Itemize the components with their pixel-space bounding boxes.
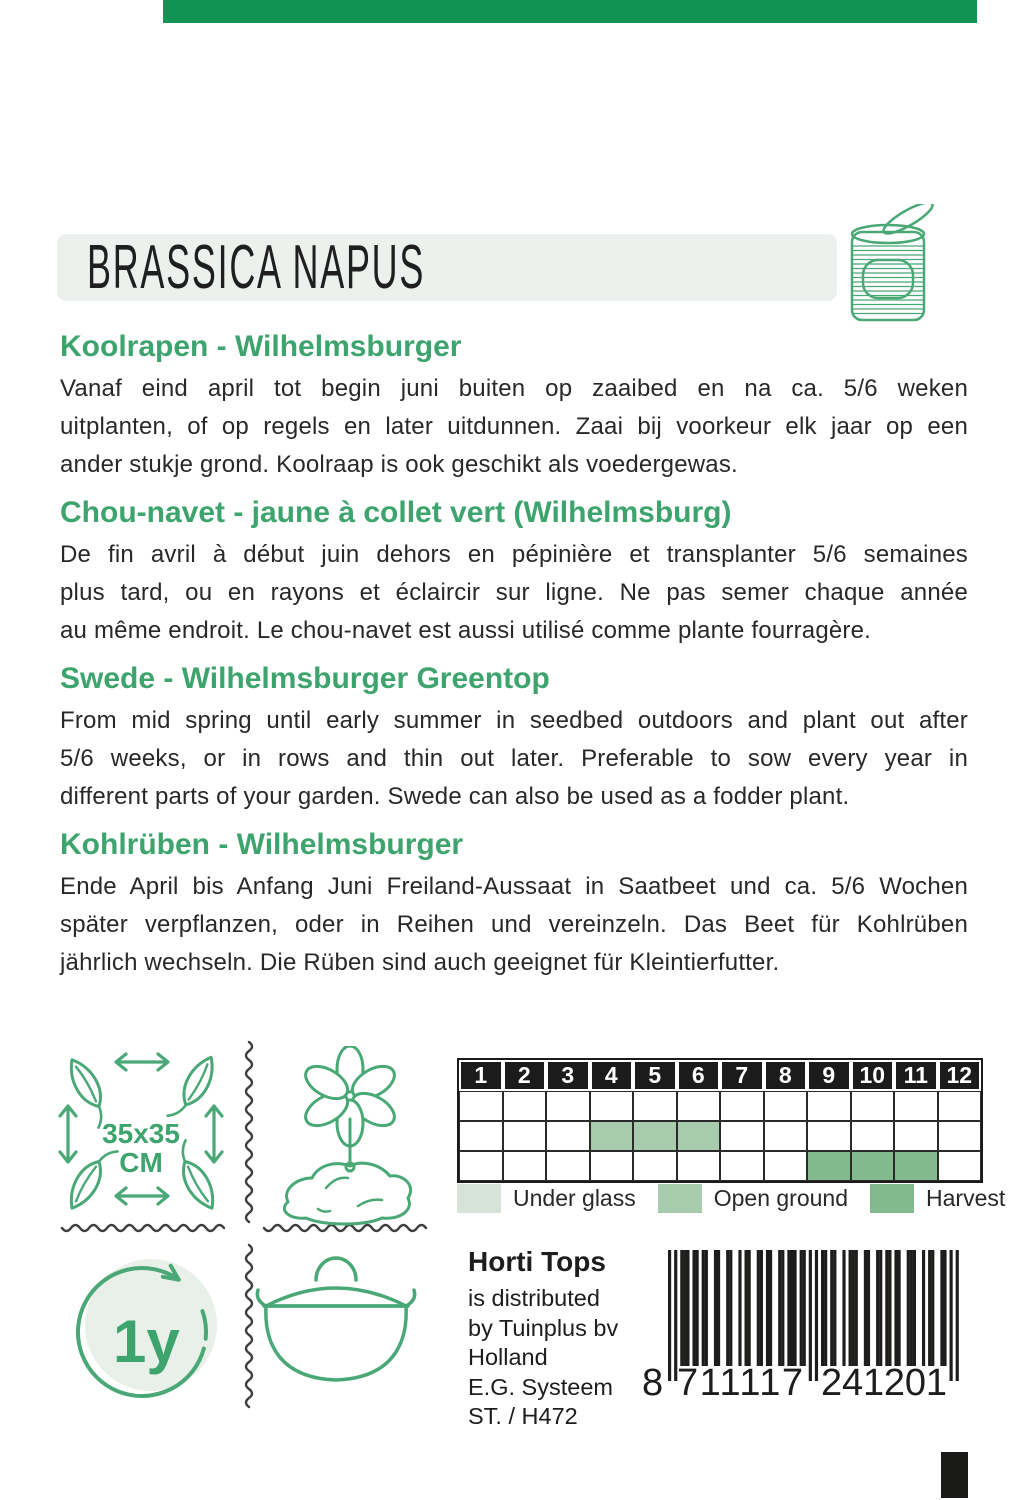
spacing-unit-label: CM [119, 1147, 163, 1178]
calendar-cell-under-glass-m6 [677, 1091, 721, 1121]
body-line: später verpflanzen, oder in Reihen und vereinzeln. Das Beet für Kohlrüben [60, 911, 968, 938]
barcode-bar [760, 1250, 763, 1366]
calendar-cell-under-glass-m7 [720, 1091, 764, 1121]
distributor-line: ST. / H472 [468, 1403, 578, 1429]
body-line: Vanaf eind april tot begin juni buiten op zaaibed en na ca. 5/6 weken [60, 375, 968, 402]
divider-wave-horizontal [60, 1221, 238, 1235]
section-title-fr: Chou-navet - jaune à collet vert (Wilhelmsburg) [60, 496, 732, 529]
body-line: au même endroit. Le chou-navet est aussi utilisé comme plante fourragère. [60, 617, 872, 644]
calendar-cell-open-ground-m2 [503, 1121, 547, 1151]
body-line: uitplanten, of op regels en later uitdunnen. Zaai bij voorkeur elk jaar op een [60, 413, 968, 440]
barcode-digits: 711117 [677, 1362, 803, 1400]
barcode-bar [692, 1250, 695, 1366]
calendar-cell-under-glass-m11 [894, 1091, 938, 1121]
calendar-cell-open-ground-m3 [546, 1121, 590, 1151]
barcode-bar [907, 1250, 910, 1366]
spacing-value-label: 35x35 [102, 1118, 180, 1149]
sowing-calendar [457, 1058, 983, 1183]
barcode-bar [809, 1250, 812, 1381]
barcode-bar [738, 1250, 741, 1366]
body-line: different parts of your garden. Swede can also be used as a fodder plant. [60, 783, 850, 810]
calendar-month-header: 3 [546, 1060, 590, 1091]
calendar-month-header: 5 [633, 1060, 677, 1091]
distributor-line: Holland [468, 1344, 548, 1370]
barcode-bar [849, 1250, 852, 1366]
calendar-cell-under-glass-m9 [807, 1091, 851, 1121]
cooking-pot-icon [252, 1256, 420, 1406]
species-title: BRASSICA NAPUS [87, 233, 426, 302]
barcode-bar [876, 1250, 879, 1366]
calendar-cell-under-glass-m8 [764, 1091, 808, 1121]
calendar-cell-harvest-m10 [851, 1151, 895, 1181]
barcode-bar [885, 1250, 888, 1366]
lifecycle-label: 1y [113, 1308, 180, 1375]
calendar-cell-under-glass-m12 [938, 1091, 982, 1121]
barcode-bar [922, 1250, 925, 1366]
barcode-bar [931, 1250, 934, 1366]
distributor-line: by Tuinplus bv [468, 1314, 619, 1341]
barcode-bar [894, 1250, 897, 1366]
section-title-de: Kohlrüben - Wilhelmsburger [60, 828, 464, 861]
barcode-bar [830, 1250, 833, 1366]
barcode-bar [680, 1250, 683, 1366]
barcode-bar [910, 1250, 913, 1366]
calendar-cell-harvest-m2 [503, 1151, 547, 1181]
barcode-bar [790, 1250, 793, 1366]
body-line: Ende April bis Anfang Juni Freiland-Aussaat in Saatbeet und ca. 5/6 Wochen [60, 873, 968, 900]
barcode-bar [879, 1250, 882, 1366]
barcode-digits: 241201 [821, 1362, 947, 1400]
barcode-bar [726, 1250, 729, 1366]
calendar-cell-harvest-m8 [764, 1151, 808, 1181]
barcode-bar [943, 1250, 946, 1366]
calendar-cell-open-ground-m6 [677, 1121, 721, 1151]
barcode-bar [705, 1250, 708, 1366]
barcode-bar [781, 1250, 784, 1366]
barcode-bar [940, 1250, 943, 1366]
section-title-nl: Koolrapen - Wilhelmsburger [60, 330, 462, 363]
barcode-bar [787, 1250, 790, 1366]
calendar-grid [457, 1058, 983, 1183]
calendar-month-header: 10 [851, 1060, 895, 1091]
barcode-bar [778, 1250, 781, 1366]
barcode-bar [803, 1250, 806, 1366]
body-line: ander stukje grond. Koolraap is ook geschikt als voedergewas. [60, 451, 738, 478]
calendar-legend [457, 1184, 1027, 1213]
calendar-cell-open-ground-m5 [633, 1121, 677, 1151]
barcode-bar [714, 1250, 717, 1366]
calendar-cell-open-ground-m1 [459, 1121, 503, 1151]
calendar-month-header: 7 [720, 1060, 764, 1091]
body-line: jährlich wechseln. Die Rüben sind auch geeignet für Kleintierfutter. [60, 949, 780, 976]
ean13-barcode [640, 1248, 970, 1400]
section-dutch [60, 330, 968, 484]
seed-can-icon [836, 204, 940, 330]
open-ground-swatch [658, 1184, 702, 1213]
calendar-cell-harvest-m11 [894, 1151, 938, 1181]
barcode-bar [898, 1250, 901, 1366]
barcode-bar [769, 1250, 772, 1366]
calendar-cell-under-glass-m1 [459, 1091, 503, 1121]
section-english [60, 662, 968, 816]
barcode-bar [800, 1250, 803, 1366]
body-line: 5/6 weeks, or in rows and thin out later. Preferable to sow every year in [60, 745, 968, 772]
calendar-cell-open-ground-m12 [938, 1121, 982, 1151]
barcode-bar [928, 1250, 931, 1366]
barcode-bar [824, 1250, 827, 1366]
barcode-bar [852, 1250, 855, 1366]
barcode-digits: 8 [642, 1362, 664, 1400]
leaf-icon [62, 1054, 117, 1127]
calendar-month-header: 11 [894, 1060, 938, 1091]
barcode-bar [842, 1250, 845, 1366]
calendar-cell-open-ground-m10 [851, 1121, 895, 1151]
section-french [60, 496, 968, 650]
harvest-label: Harvest [926, 1185, 1006, 1211]
body-line: plus tard, ou en rayons et éclaircir sur ligne. Ne pas semer chaque année [60, 579, 968, 606]
distributor-line: E.G. Systeem [468, 1373, 613, 1400]
calendar-month-header: 6 [677, 1060, 721, 1091]
distributor-info [468, 1246, 668, 1432]
open-ground-label: Open ground [713, 1185, 849, 1211]
barcode-bar [757, 1250, 760, 1366]
calendar-cell-harvest-m3 [546, 1151, 590, 1181]
calendar-month-header: 2 [503, 1060, 547, 1091]
barcode-bar [729, 1250, 732, 1366]
barcode-bar [748, 1250, 751, 1366]
barcode-bar [855, 1250, 858, 1366]
divider-wave-vertical [242, 1040, 256, 1226]
barcode-bar [950, 1250, 953, 1381]
description-sections [60, 330, 968, 994]
calendar-cell-harvest-m1 [459, 1151, 503, 1181]
barcode-bar [815, 1250, 818, 1381]
calendar-cell-harvest-m9 [807, 1151, 851, 1181]
barcode-bar [766, 1250, 769, 1366]
calendar-cell-harvest-m12 [938, 1151, 982, 1181]
section-title-en: Swede - Wilhelmsburger Greentop [60, 662, 550, 695]
calendar-month-header: 4 [590, 1060, 634, 1091]
under-glass-label: Under glass [513, 1185, 636, 1211]
barcode-bar [888, 1250, 891, 1366]
calendar-month-header: 8 [764, 1060, 808, 1091]
under-glass-swatch [457, 1184, 501, 1213]
calendar-cell-harvest-m6 [677, 1151, 721, 1181]
seedling-soil-icon [262, 1046, 437, 1226]
barcode-bar [864, 1250, 867, 1366]
calendar-cell-open-ground-m4 [590, 1121, 634, 1151]
harvest-swatch [870, 1184, 914, 1213]
barcode-bar [956, 1250, 959, 1381]
barcode-bar [833, 1250, 836, 1366]
barcode-bar [686, 1250, 689, 1366]
body-line: De fin avril à début juin dehors en pépinière et transplanter 5/6 semaines [60, 541, 968, 568]
calendar-cell-open-ground-m9 [807, 1121, 851, 1151]
calendar-cell-open-ground-m7 [720, 1121, 764, 1151]
calendar-cell-harvest-m5 [633, 1151, 677, 1181]
calendar-month-header: 9 [807, 1060, 851, 1091]
barcode-bar [702, 1250, 705, 1366]
distributor-line: is distributed [468, 1285, 600, 1311]
calendar-cell-under-glass-m10 [851, 1091, 895, 1121]
calendar-cell-open-ground-m11 [894, 1121, 938, 1151]
barcode-bar [683, 1250, 686, 1366]
barcode-bar [867, 1250, 870, 1366]
barcode-bar [821, 1250, 824, 1366]
calendar-cell-under-glass-m5 [633, 1091, 677, 1121]
calendar-cell-under-glass-m2 [503, 1091, 547, 1121]
calendar-cell-open-ground-m8 [764, 1121, 808, 1151]
distributor-brand: Horti Tops [468, 1246, 606, 1277]
calendar-month-header: 1 [459, 1060, 503, 1091]
barcode-bar [696, 1250, 699, 1366]
barcode-bar [913, 1250, 916, 1366]
brand-color-bar [163, 0, 977, 23]
barcode-bar [793, 1250, 796, 1366]
species-band [57, 234, 837, 301]
calendar-cell-under-glass-m3 [546, 1091, 590, 1121]
print-registration-mark [941, 1452, 968, 1498]
plant-spacing-icon [52, 1044, 230, 1222]
section-german [60, 828, 968, 982]
body-line: From mid spring until early summer in seedbed outdoors and plant out after [60, 707, 968, 734]
calendar-cell-harvest-m7 [720, 1151, 764, 1181]
barcode-bar [717, 1250, 720, 1366]
leaf-icon [63, 1141, 118, 1214]
calendar-month-header: 12 [938, 1060, 982, 1091]
annual-cycle-1y-icon [56, 1250, 231, 1420]
barcode-bar [745, 1250, 748, 1366]
calendar-cell-under-glass-m4 [590, 1091, 634, 1121]
barcode-bar [668, 1250, 671, 1381]
calendar-cell-harvest-m4 [590, 1151, 634, 1181]
